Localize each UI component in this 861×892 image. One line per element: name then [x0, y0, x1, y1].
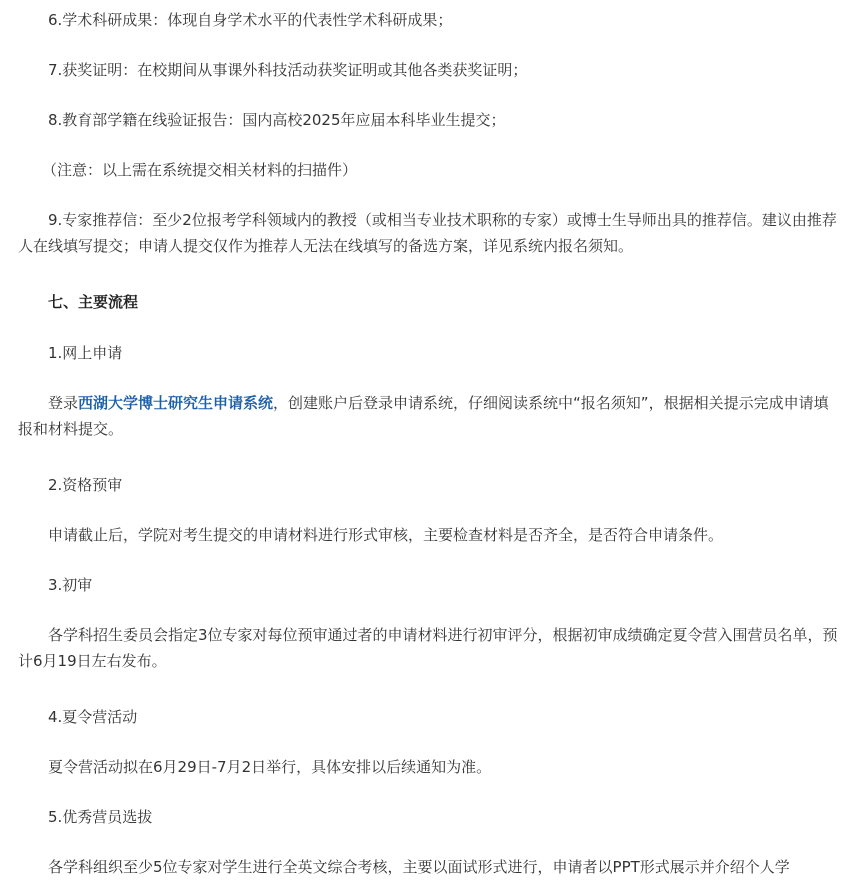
step-title-prequalification: 2.资格预审 — [48, 476, 123, 494]
section-heading-main-process: 七、主要流程 — [48, 293, 139, 311]
paragraph-recommendation-letters: 9.专家推荐信：至少2位报考学科领域内的教授（或相当专业技术职称的专家）或博士生导师出具的推荐信。建议由推荐人在线填写提交；申请人提交仅作为推荐人无法在线填写的备选方案，详见系统内报名须知。 — [18, 211, 837, 255]
paragraph-note: （注意：以上需在系统提交相关材料的扫描件） — [42, 161, 358, 179]
paragraph-online-application — [18, 390, 843, 442]
paragraph-initial-review: 各学科招生委员会指定3位专家对每位预审通过者的申请材料进行初审评分，根据初审成绩确定夏令营入围营员名单，预计6月19日左右发布。 — [18, 626, 838, 670]
step-title-excellent-camper-selection: 5.优秀营员选拔 — [48, 808, 153, 826]
paragraph-summer-camp: 夏令营活动拟在6月29日-7月2日举行，具体安排以后续通知为准。 — [48, 758, 492, 776]
paragraph-excellent-camper-selection: 各学科组织至少5位专家对学生进行全英文综合考核，主要以面试形式进行，申请者以PPT形式展示并介绍个人学 — [48, 858, 790, 876]
paragraph-enrollment-verification: 8.教育部学籍在线验证报告：国内高校2025年应届本科毕业生提交； — [48, 111, 506, 129]
paragraph-prequalification: 申请截止后，学院对考生提交的申请材料进行形式审核，主要检查材料是否齐全，是否符合申请条件。 — [48, 526, 724, 544]
application-system-link[interactable]: 西湖大学博士研究生申请系统 — [78, 394, 274, 412]
online-application-prefix: 登录 — [48, 394, 79, 412]
paragraph-award-certificates: 7.获奖证明：在校期间从事课外科技活动获奖证明或其他各类获奖证明； — [48, 61, 528, 79]
step-title-online-application: 1.网上申请 — [48, 344, 123, 362]
online-application-suffix: ，创建账户后登录申请系统，仔细阅读系统中“报名须知”，根据相关提示完成申请填报和材料提交。 — [18, 394, 829, 438]
step-title-summer-camp: 4.夏令营活动 — [48, 708, 138, 726]
paragraph-academic-results: 6.学术科研成果：体现自身学术水平的代表性学术科研成果； — [48, 11, 453, 29]
step-title-initial-review: 3.初审 — [48, 576, 93, 594]
